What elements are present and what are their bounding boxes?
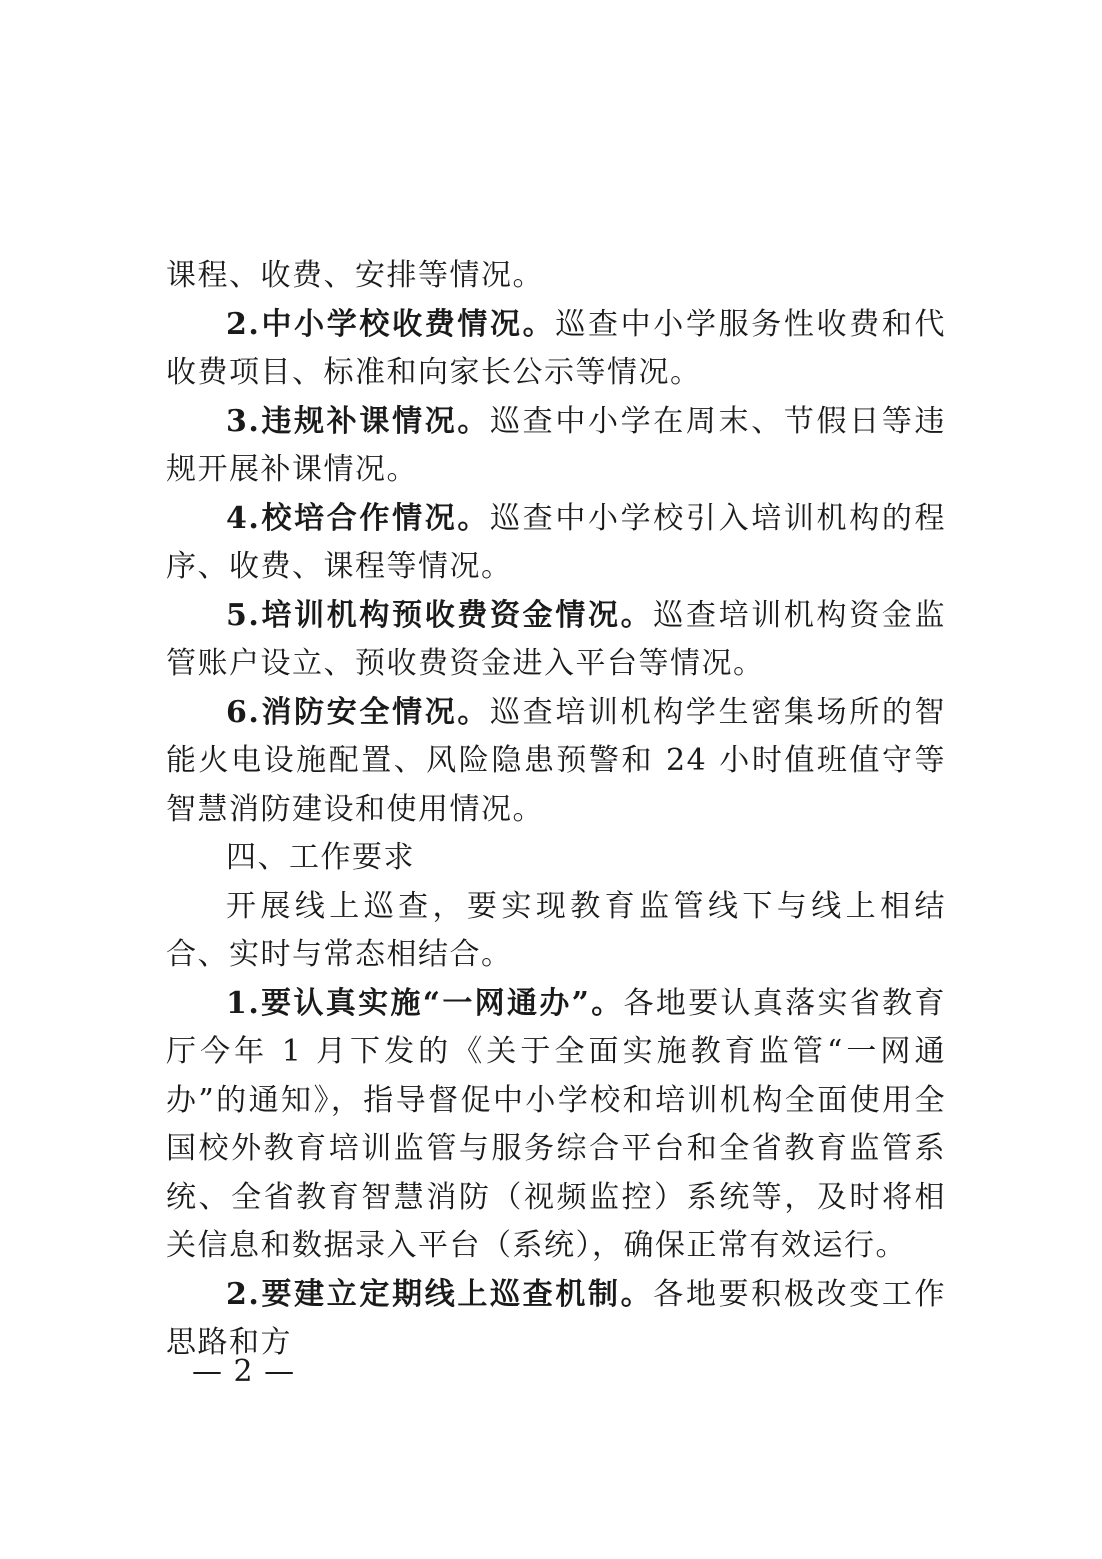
paragraph-lead: 2.中小学校收费情况。 (226, 306, 556, 342)
requirement-text: 各地要积极改变工作思路和方 (166, 1276, 947, 1360)
paragraph-continuation (166, 252, 946, 301)
paragraph-item-2 (166, 301, 946, 398)
paragraph-lead: 6.消防安全情况。 (226, 694, 491, 730)
paragraph-item-3 (166, 398, 946, 495)
paragraph-text: 巡查中小学在周末、节假日等违规开展补课情况。 (166, 403, 946, 487)
paragraph-lead: 4.校培合作情况。 (226, 500, 491, 536)
paragraph-text: 巡查培训机构资金监管账户设立、预收费资金进入平台等情况。 (166, 597, 947, 681)
requirement-lead: 1.要认真实施“一网通办”。 (226, 985, 624, 1021)
paragraph-lead: 5.培训机构预收费资金情况。 (226, 597, 654, 633)
section-intro: 开展线上巡查，要实现教育监管线下与线上相结合、实时与常态相结合。 (166, 888, 946, 972)
paragraph-text: 巡查中小学服务性收费和代收费项目、标准和向家长公示等情况。 (166, 306, 947, 390)
requirement-lead: 2.要建立定期线上巡查机制。 (226, 1276, 654, 1312)
page-number: — 2 — (192, 1354, 296, 1389)
section-heading: 四、工作要求 (226, 840, 415, 875)
paragraph-lead: 3.违规补课情况。 (226, 403, 491, 439)
requirement-text: 各地要认真落实省教育厅今年 1 月下发的《关于全面实施教育监管“一网通办”的通知》，指导督促中小学校和培训机构全面使用全国校外教育培训监管与服务综合平台和全省教育监管系统、全省教育智慧消防（视频监控）系统等，及时将相关信息和数据录入平台（系统），确保正常有效运行。 (166, 985, 946, 1263)
paragraph-item-6 (166, 689, 946, 835)
paragraph-text: 巡查中小学校引入培训机构的程序、收费、课程等情况。 (166, 500, 946, 584)
document-body (166, 252, 946, 1368)
requirement-item-1 (166, 980, 946, 1271)
paragraph-item-4 (166, 495, 946, 592)
paragraph-text: 巡查培训机构学生密集场所的智能火电设施配置、风险隐患预警和 24 小时值班值守等智慧消防建设和使用情况。 (166, 694, 946, 827)
paragraph-item-5 (166, 592, 946, 689)
paragraph-text: 课程、收费、安排等情况。 (166, 258, 544, 293)
